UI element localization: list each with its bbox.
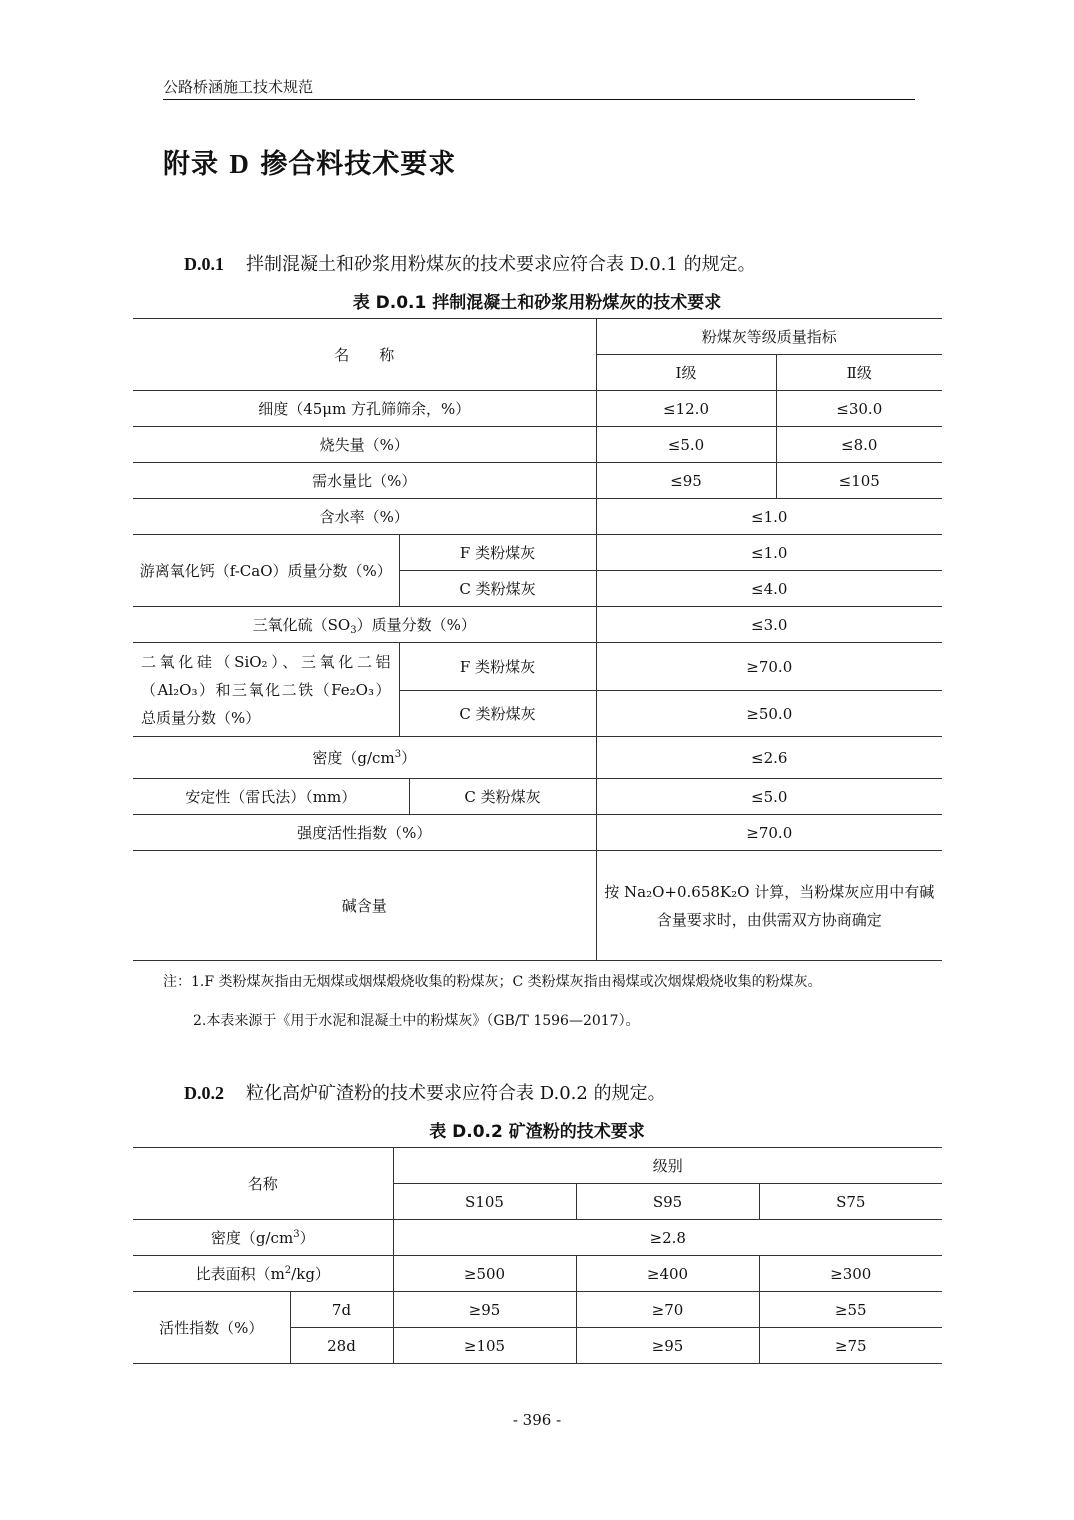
oxides-label bbox=[133, 643, 399, 737]
strength-value: ≥70.0 bbox=[596, 815, 942, 851]
t2-head-group: 级别 bbox=[393, 1148, 942, 1184]
t2-activity-7d-s75: ≥55 bbox=[759, 1292, 942, 1328]
clause-number: D.0.2 bbox=[184, 1083, 224, 1103]
table-row bbox=[133, 1220, 942, 1256]
soundness-sub-label: C 类粉煤灰 bbox=[409, 779, 596, 815]
t2-surface-s105: ≥500 bbox=[393, 1256, 576, 1292]
table1-note-1: 注：1.F 类粉煤灰指由无烟煤或烟煤煅烧收集的粉煤灰；C 类粉煤灰指由褐煤或次烟煤煅烧收集的粉煤灰。 bbox=[163, 974, 822, 990]
t2-activity-7d: 7d bbox=[290, 1292, 393, 1328]
table-row bbox=[133, 535, 942, 571]
water-label: 需水量比（%） bbox=[133, 463, 596, 499]
t2-activity-28d-s105: ≥105 bbox=[393, 1328, 576, 1364]
so3-label-sub: 3 bbox=[350, 624, 357, 636]
page-number: - 396 - bbox=[512, 1411, 562, 1429]
t2-activity-28d-s75: ≥75 bbox=[759, 1328, 942, 1364]
alkali-label: 碱含量 bbox=[133, 851, 596, 961]
fineness-g1: ≤12.0 bbox=[596, 391, 776, 427]
loi-label: 烧失量（%） bbox=[133, 427, 596, 463]
oxides-c-value: ≥50.0 bbox=[596, 691, 942, 737]
table-row bbox=[133, 815, 942, 851]
appendix-title bbox=[163, 142, 456, 181]
t2-activity-28d-s95: ≥95 bbox=[576, 1328, 759, 1364]
density-label-sup: 3 bbox=[394, 749, 402, 760]
head-grade-2: Ⅱ级 bbox=[776, 355, 942, 391]
alkali-line-2: 含量要求时，由供需双方协商确定 bbox=[656, 910, 882, 929]
strength-label: 强度活性指数（%） bbox=[133, 815, 596, 851]
clause-text: 拌制混凝土和砂浆用粉煤灰的技术要求应符合表 D.0.1 的规定。 bbox=[246, 254, 756, 275]
title-text: 掺合料技术要求 bbox=[260, 149, 457, 180]
t2-grade-s75: S75 bbox=[759, 1184, 942, 1220]
so3-label-b: ）质量分数（%） bbox=[356, 615, 476, 634]
table-row bbox=[133, 1256, 942, 1292]
oxides-f-label: F 类粉煤灰 bbox=[399, 643, 596, 691]
table-d02 bbox=[133, 1147, 942, 1364]
table-row bbox=[133, 319, 942, 355]
table-row bbox=[133, 391, 942, 427]
density-value: ≤2.6 bbox=[596, 737, 942, 779]
soundness-label: 安定性（雷氏法）（mm） bbox=[133, 779, 409, 815]
t2-surface-label-sup: 2 bbox=[284, 1265, 292, 1276]
t2-density-label-b: ） bbox=[299, 1229, 315, 1247]
density-label-b: ） bbox=[401, 749, 417, 767]
table-row bbox=[133, 607, 942, 643]
t2-density-label-sup: 3 bbox=[293, 1229, 300, 1240]
fcao-f-value: ≤1.0 bbox=[596, 535, 942, 571]
t2-surface-s95: ≥400 bbox=[576, 1256, 759, 1292]
loi-g2: ≤8.0 bbox=[776, 427, 942, 463]
t2-surface-label bbox=[133, 1256, 393, 1292]
table-row bbox=[133, 499, 942, 535]
table2-caption: 表 D.0.2 矿渣粉的技术要求 bbox=[429, 1122, 645, 1142]
title-prefix: 附录 bbox=[163, 149, 219, 180]
t2-surface-s75: ≥300 bbox=[759, 1256, 942, 1292]
alkali-line-1: 按 Na₂O+0.658K₂O 计算，当粉煤灰应用中有碱 bbox=[604, 882, 935, 901]
clause-d02 bbox=[184, 1079, 666, 1105]
loi-g1: ≤5.0 bbox=[596, 427, 776, 463]
head-grade-1: Ⅰ级 bbox=[596, 355, 776, 391]
fcao-label: 游离氧化钙（f-CaO）质量分数（%） bbox=[133, 535, 399, 607]
t2-activity-28d: 28d bbox=[290, 1328, 393, 1364]
oxides-c-label: C 类粉煤灰 bbox=[399, 691, 596, 737]
so3-label-a: 三氧化硫（SO bbox=[252, 615, 351, 634]
fcao-c-value: ≤4.0 bbox=[596, 571, 942, 607]
fcao-c-label: C 类粉煤灰 bbox=[399, 571, 596, 607]
fineness-g2: ≤30.0 bbox=[776, 391, 942, 427]
water-g2: ≤105 bbox=[776, 463, 942, 499]
soundness-value: ≤5.0 bbox=[596, 779, 942, 815]
table-row bbox=[133, 779, 942, 815]
table1-caption: 表 D.0.1 拌制混凝土和砂浆用粉煤灰的技术要求 bbox=[352, 293, 722, 313]
table-row bbox=[133, 643, 942, 691]
so3-label bbox=[133, 607, 596, 643]
table-row bbox=[133, 851, 942, 961]
t2-surface-label-b: /kg） bbox=[291, 1265, 330, 1283]
header-rule bbox=[163, 99, 915, 100]
moisture-value: ≤1.0 bbox=[596, 499, 942, 535]
t2-activity-label: 活性指数（%） bbox=[133, 1292, 290, 1364]
alkali-value bbox=[596, 851, 942, 961]
table-d01 bbox=[133, 318, 942, 961]
t2-head-name: 名称 bbox=[133, 1148, 393, 1220]
oxides-line-1: 二氧化硅（SiO₂）、三氧化二铝 bbox=[141, 652, 391, 671]
t2-density-label-a: 密度（g/cm bbox=[210, 1229, 294, 1247]
table-row bbox=[133, 737, 942, 779]
clause-text: 粒化高炉矿渣粉的技术要求应符合表 D.0.2 的规定。 bbox=[246, 1083, 666, 1104]
t2-density-value: ≥2.8 bbox=[393, 1220, 942, 1256]
so3-value: ≤3.0 bbox=[596, 607, 942, 643]
fineness-label: 细度（45μm 方孔筛筛余，%） bbox=[133, 391, 596, 427]
clause-number: D.0.1 bbox=[184, 254, 224, 274]
table-row bbox=[133, 1148, 942, 1184]
water-g1: ≤95 bbox=[596, 463, 776, 499]
oxides-line-3: 总质量分数（%） bbox=[141, 708, 261, 727]
t2-grade-s105: S105 bbox=[393, 1184, 576, 1220]
head-name: 名 称 bbox=[133, 319, 596, 391]
table-row bbox=[133, 1292, 942, 1328]
density-label-a: 密度（g/cm bbox=[312, 749, 395, 767]
moisture-label: 含水率（%） bbox=[133, 499, 596, 535]
title-letter: D bbox=[229, 149, 250, 179]
oxides-f-value: ≥70.0 bbox=[596, 643, 942, 691]
t2-activity-7d-s95: ≥70 bbox=[576, 1292, 759, 1328]
clause-d01 bbox=[184, 250, 756, 276]
t2-grade-s95: S95 bbox=[576, 1184, 759, 1220]
head-group: 粉煤灰等级质量指标 bbox=[596, 319, 942, 355]
t2-surface-label-a: 比表面积（m bbox=[195, 1265, 285, 1283]
density-label bbox=[133, 737, 596, 779]
table-row bbox=[133, 463, 942, 499]
t2-density-label bbox=[133, 1220, 393, 1256]
running-header: 公路桥涵施工技术规范 bbox=[163, 78, 314, 96]
oxides-line-2: （Al₂O₃）和三氧化二铁（Fe₂O₃） bbox=[141, 680, 391, 699]
table1-note-2: 2.本表来源于《用于水泥和混凝土中的粉煤灰》（GB/T 1596—2017）。 bbox=[193, 1013, 640, 1029]
fcao-f-label: F 类粉煤灰 bbox=[399, 535, 596, 571]
t2-activity-7d-s105: ≥95 bbox=[393, 1292, 576, 1328]
table-row bbox=[133, 427, 942, 463]
